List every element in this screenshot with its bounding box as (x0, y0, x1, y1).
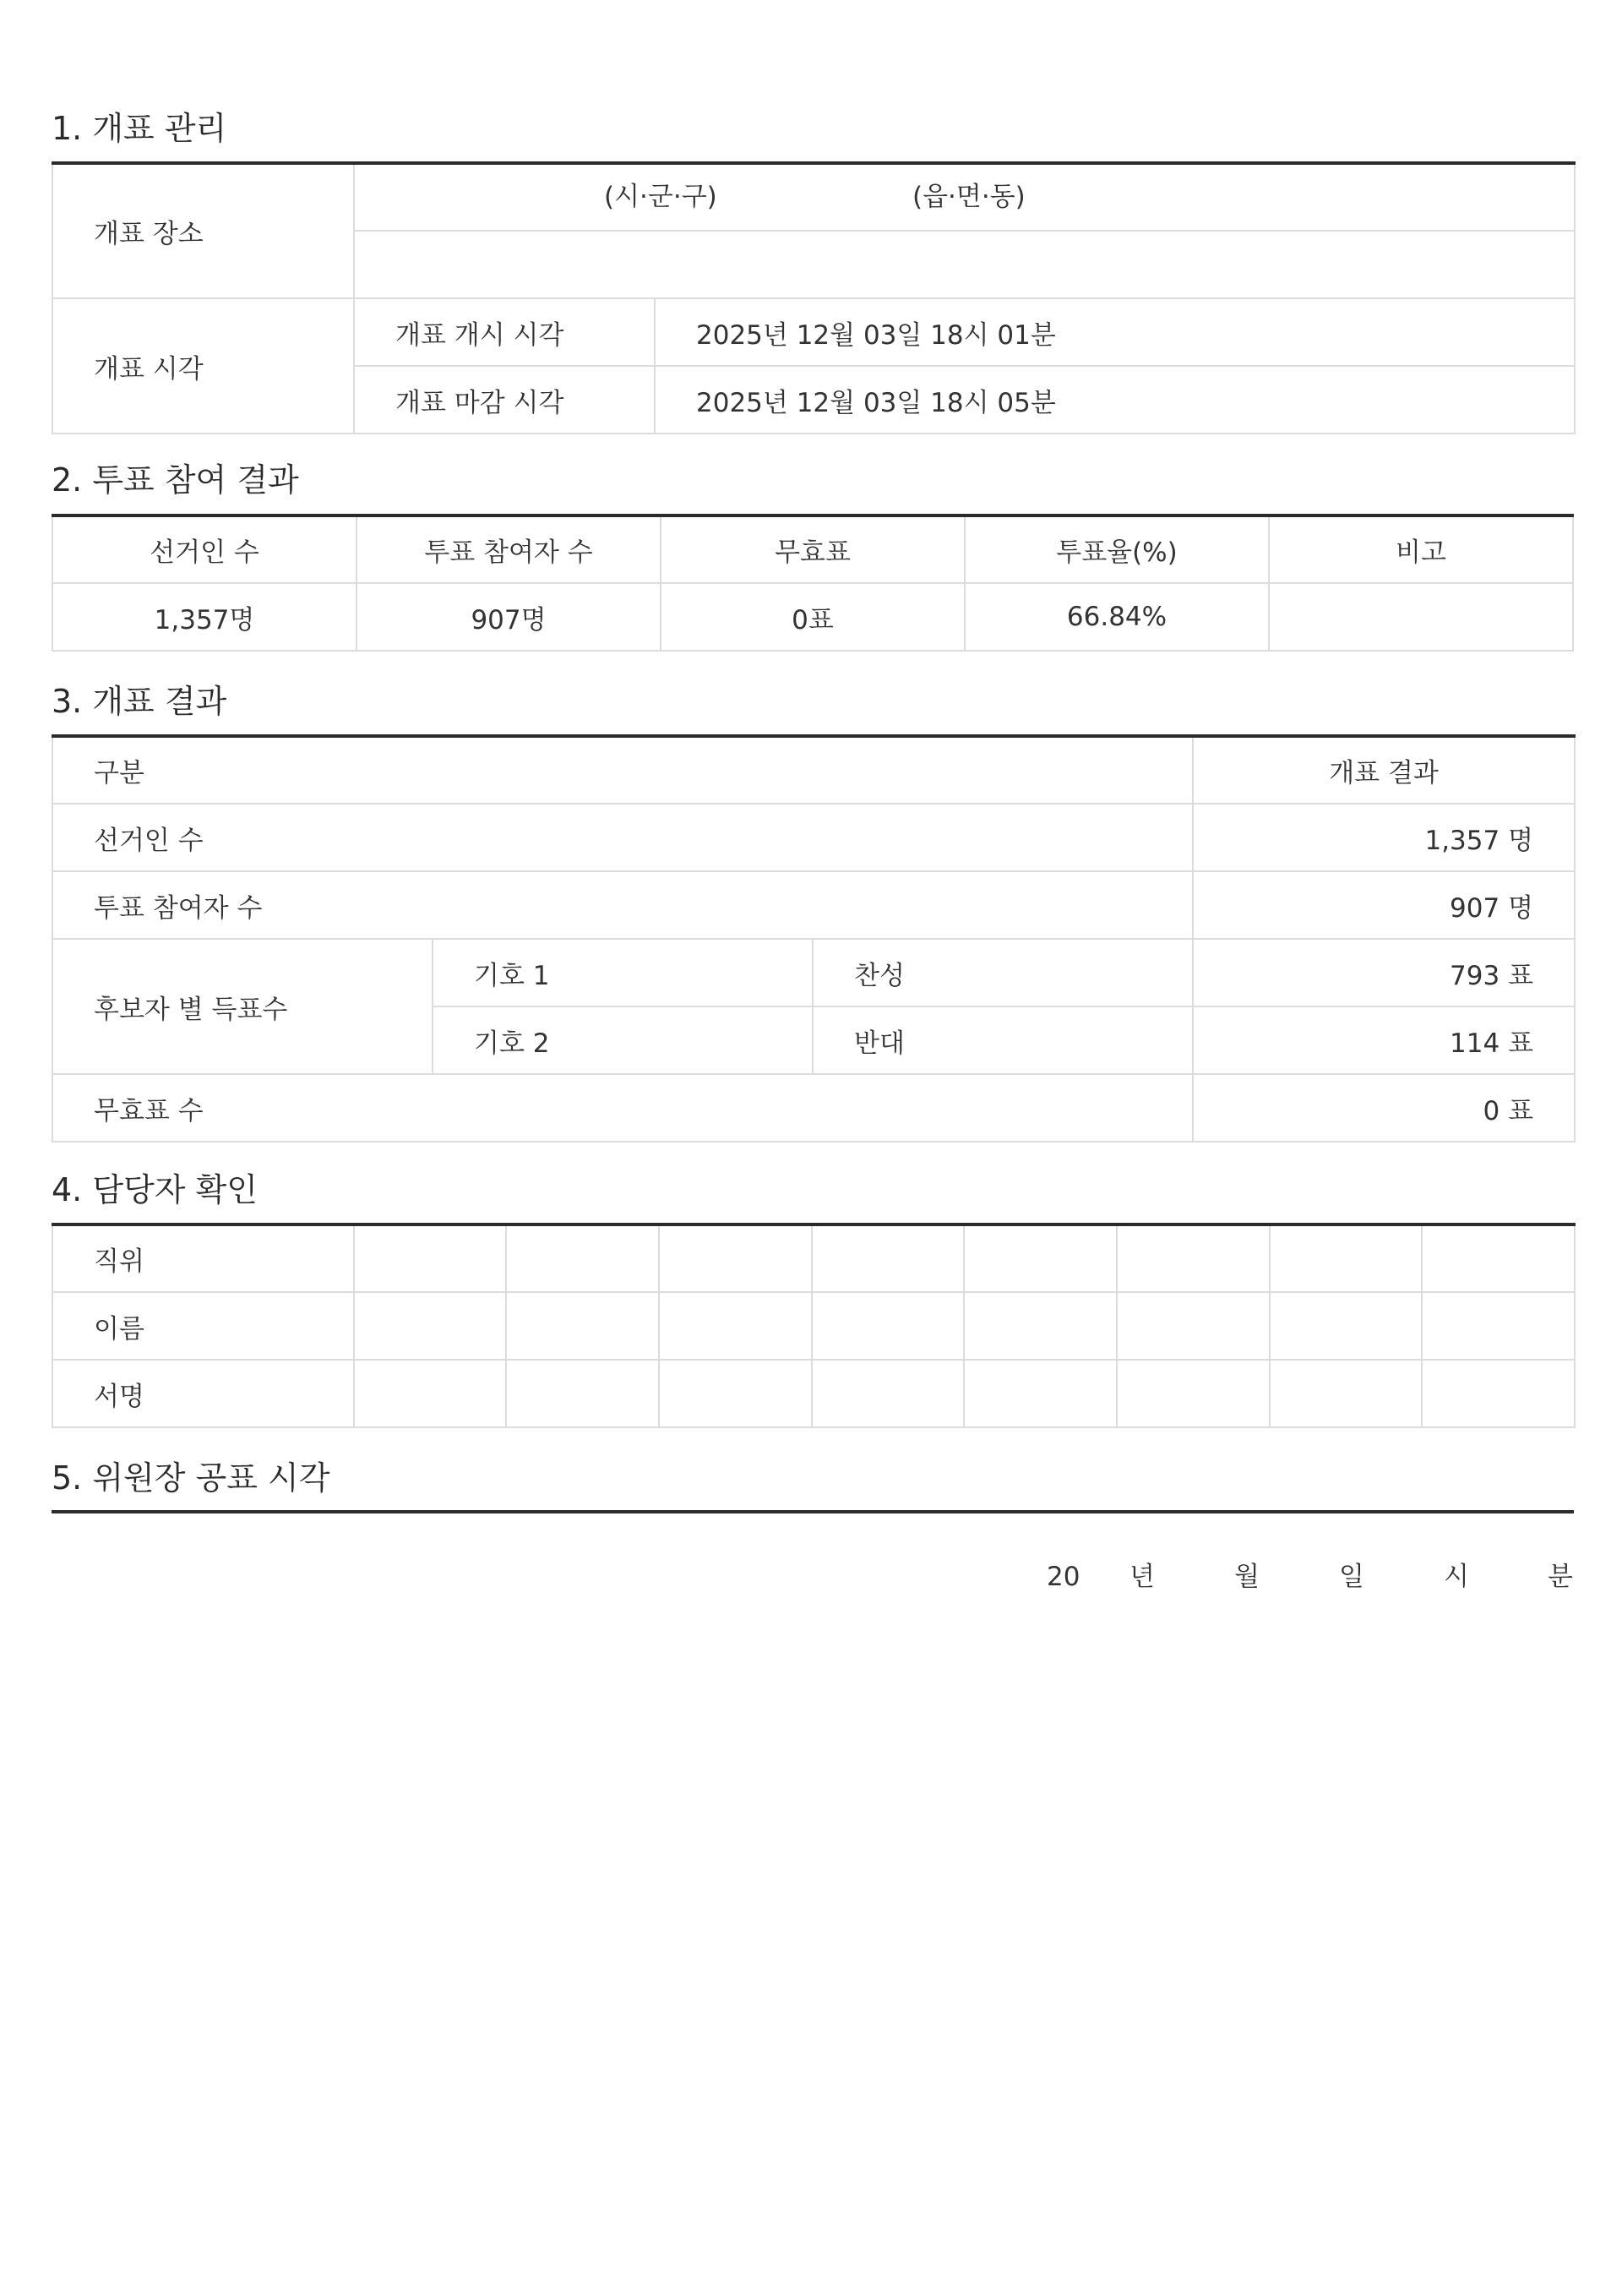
name-cell (1117, 1292, 1270, 1360)
end-time-value: 2025년 12월 03일 18시 05분 (655, 366, 1575, 434)
signature-cell (659, 1360, 812, 1427)
announce-year-prefix: 20 (1047, 1562, 1080, 1592)
candidate-1-votes: 793 표 (1193, 939, 1575, 1006)
value-electors: 1,357명 (52, 583, 357, 651)
announce-minute-label: 분 (1548, 1562, 1573, 1592)
section-3-title: 3. 개표 결과 (52, 683, 227, 720)
value-participants: 907명 (357, 583, 661, 651)
participants-label: 투표 참여자 수 (52, 871, 1193, 939)
signature-cell (812, 1360, 964, 1427)
electors-value: 1,357 명 (1193, 804, 1575, 871)
name-cell (1270, 1292, 1422, 1360)
signature-cell (1270, 1360, 1422, 1427)
announce-year-label: 년 (1129, 1562, 1155, 1592)
section-4-title: 4. 담당자 확인 (52, 1171, 258, 1208)
position-cell (659, 1224, 812, 1292)
announce-month-label: 월 (1234, 1562, 1260, 1592)
header-electors: 선거인 수 (52, 515, 357, 583)
position-cell (1117, 1224, 1270, 1292)
position-cell (1270, 1224, 1422, 1292)
candidates-label: 후보자 별 득표수 (52, 939, 433, 1074)
turnout-table (52, 514, 1574, 652)
signature-cell (354, 1360, 506, 1427)
header-turnout-rate: 투표율(%) (965, 515, 1269, 583)
section-2-title: 2. 투표 참여 결과 (52, 461, 299, 499)
name-cell (659, 1292, 812, 1360)
value-remarks (1269, 583, 1573, 651)
header-remarks: 비고 (1269, 515, 1573, 583)
location-detail (354, 231, 1575, 298)
end-time-label: 개표 마감 시각 (354, 366, 655, 434)
section-5-rule (52, 1510, 1574, 1513)
value-invalid: 0표 (661, 583, 965, 651)
signature-cell (1117, 1360, 1270, 1427)
location-units (354, 163, 1575, 231)
city-unit: (시·군·구) (604, 182, 717, 212)
signature-label: 서명 (52, 1360, 354, 1427)
value-turnout-rate: 66.84% (965, 583, 1269, 651)
announce-day-label: 일 (1339, 1562, 1364, 1592)
candidate-2-number: 기호 2 (433, 1006, 813, 1074)
name-cell (1422, 1292, 1575, 1360)
section-1-title: 1. 개표 관리 (52, 110, 227, 147)
announce-hour-label: 시 (1444, 1562, 1469, 1592)
header-invalid: 무효표 (661, 515, 965, 583)
staff-confirmation-table (52, 1223, 1576, 1428)
position-cell (354, 1224, 506, 1292)
count-result-table (52, 734, 1576, 1143)
header-result: 개표 결과 (1193, 736, 1575, 804)
start-time-value: 2025년 12월 03일 18시 01분 (655, 298, 1575, 366)
candidate-2-votes: 114 표 (1193, 1006, 1575, 1074)
name-cell (964, 1292, 1117, 1360)
header-category: 구분 (52, 736, 1193, 804)
position-cell (964, 1224, 1117, 1292)
name-cell (354, 1292, 506, 1360)
candidate-1-number: 기호 1 (433, 939, 813, 1006)
signature-cell (1422, 1360, 1575, 1427)
candidate-2-name: 반대 (813, 1006, 1193, 1074)
location-label: 개표 장소 (52, 163, 354, 298)
position-cell (1422, 1224, 1575, 1292)
signature-cell (964, 1360, 1117, 1427)
position-cell (812, 1224, 964, 1292)
signature-cell (506, 1360, 659, 1427)
town-unit: (읍·면·동) (912, 182, 1026, 212)
electors-label: 선거인 수 (52, 804, 1193, 871)
name-cell (812, 1292, 964, 1360)
section-5-title: 5. 위원장 공표 시각 (52, 1459, 330, 1497)
time-label: 개표 시각 (52, 298, 354, 434)
start-time-label: 개표 개시 시각 (354, 298, 655, 366)
participants-value: 907 명 (1193, 871, 1575, 939)
position-label: 직위 (52, 1224, 354, 1292)
header-participants: 투표 참여자 수 (357, 515, 661, 583)
position-cell (506, 1224, 659, 1292)
invalid-value: 0 표 (1193, 1074, 1575, 1142)
name-cell (506, 1292, 659, 1360)
candidate-1-name: 찬성 (813, 939, 1193, 1006)
count-management-table (52, 161, 1576, 434)
invalid-label: 무효표 수 (52, 1074, 1193, 1142)
name-label: 이름 (52, 1292, 354, 1360)
